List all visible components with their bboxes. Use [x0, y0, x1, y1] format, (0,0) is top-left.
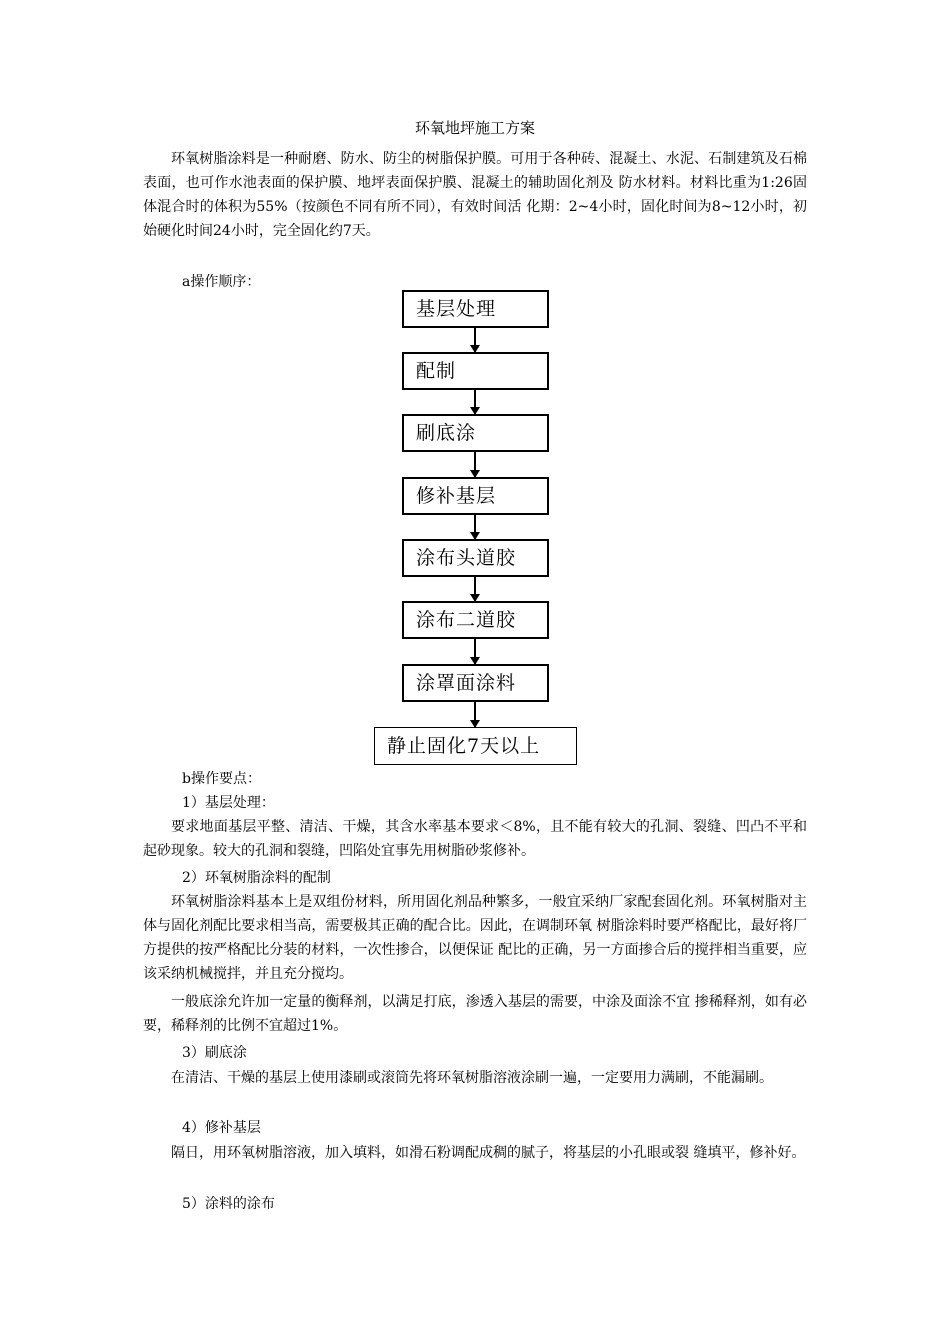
- document-title: 环氧地坪施工方案: [414, 119, 535, 137]
- flow-step-3: 刷底涂: [402, 414, 549, 452]
- point-4-heading: 4）修补基层: [182, 1120, 261, 1136]
- flow-arrow: [474, 639, 476, 664]
- flow-step-2: 配制: [402, 352, 549, 390]
- point-3-heading: 3）刷底涂: [182, 1045, 247, 1061]
- flow-step-4: 修补基层: [402, 477, 549, 515]
- intro-paragraph: 环氧树脂涂料是一种耐磨、防水、防尘的树脂保护膜。可用于各种砖、混凝土、水泥、石制建筑及石棉表面，也可作水池表面的保护膜、地坪表面保护膜、混凝土的辅助固化剂及 防水材料。材料比重为1:26固体混合时的体积为55%（按颜色不同有所不同），有效时间活 化期：2~4小时，固化时间为8~12小时，初始硬化时间24小时，完全固化约7天。: [143, 151, 807, 239]
- section-a-label: a操作顺序：: [182, 274, 261, 290]
- flow-arrow: [474, 328, 476, 352]
- flow-step-1: 基层处理: [402, 290, 549, 328]
- flow-step-6: 涂布二道胶: [402, 601, 549, 639]
- point-2-paragraph-2: 一般底涂允许加一定量的衡释剂，以满足打底，渗透入基层的需要，中涂及面涂不宜 掺稀释剂，如有必要，稀释剂的比例不宜超过1%。: [143, 994, 807, 1034]
- flow-arrow: [474, 577, 476, 601]
- flow-step-7: 涂罩面涂料: [402, 664, 549, 702]
- point-1-paragraph: 要求地面基层平整、清洁、干燥，其含水率基本要求＜8%，且不能有较大的孔洞、裂缝、凹凸不平和起砂现象。较大的孔洞和裂缝，凹陷处宜事先用树脂砂浆修补。: [143, 819, 807, 859]
- point-1-heading: 1）基层处理：: [182, 795, 275, 811]
- flow-step-8: 静止固化7天以上: [374, 727, 577, 765]
- flow-arrow: [474, 515, 476, 539]
- flow-step-5: 涂布头道胶: [402, 539, 549, 577]
- flow-arrow: [474, 452, 476, 477]
- point-4-paragraph: 隔日，用环氧树脂溶液，加入填料，如滑石粉调配成稠的腻子，将基层的小孔眼或裂 缝填平，修补好。: [171, 1145, 806, 1161]
- flow-arrow: [474, 390, 476, 414]
- section-b-label: b操作要点：: [182, 771, 261, 787]
- flow-arrow: [474, 702, 476, 727]
- point-2-paragraph-1: 环氧树脂涂料基本上是双组份材料，所用固化剂品种繁多，一般宜采纳厂家配套固化剂。环氧树脂对主体与固化剂配比要求相当高，需要极其正确的配合比。因此，在调制环氧 树脂涂料时要严格配比，最好将厂方提供的按严格配比分装的材料，一次性掺合，以便保证 配比的正确，另一方面掺合后的搅拌相当重要，应该采纳机械搅拌，并且充分搅均。: [143, 894, 807, 982]
- point-5-heading: 5）涂料的涂布: [182, 1196, 275, 1212]
- point-2-heading: 2）环氧树脂涂料的配制: [182, 870, 331, 886]
- point-3-paragraph: 在清洁、干燥的基层上使用漆刷或滚筒先将环氧树脂溶液涂刷一遍，一定要用力满刷，不能漏刷。: [171, 1070, 773, 1086]
